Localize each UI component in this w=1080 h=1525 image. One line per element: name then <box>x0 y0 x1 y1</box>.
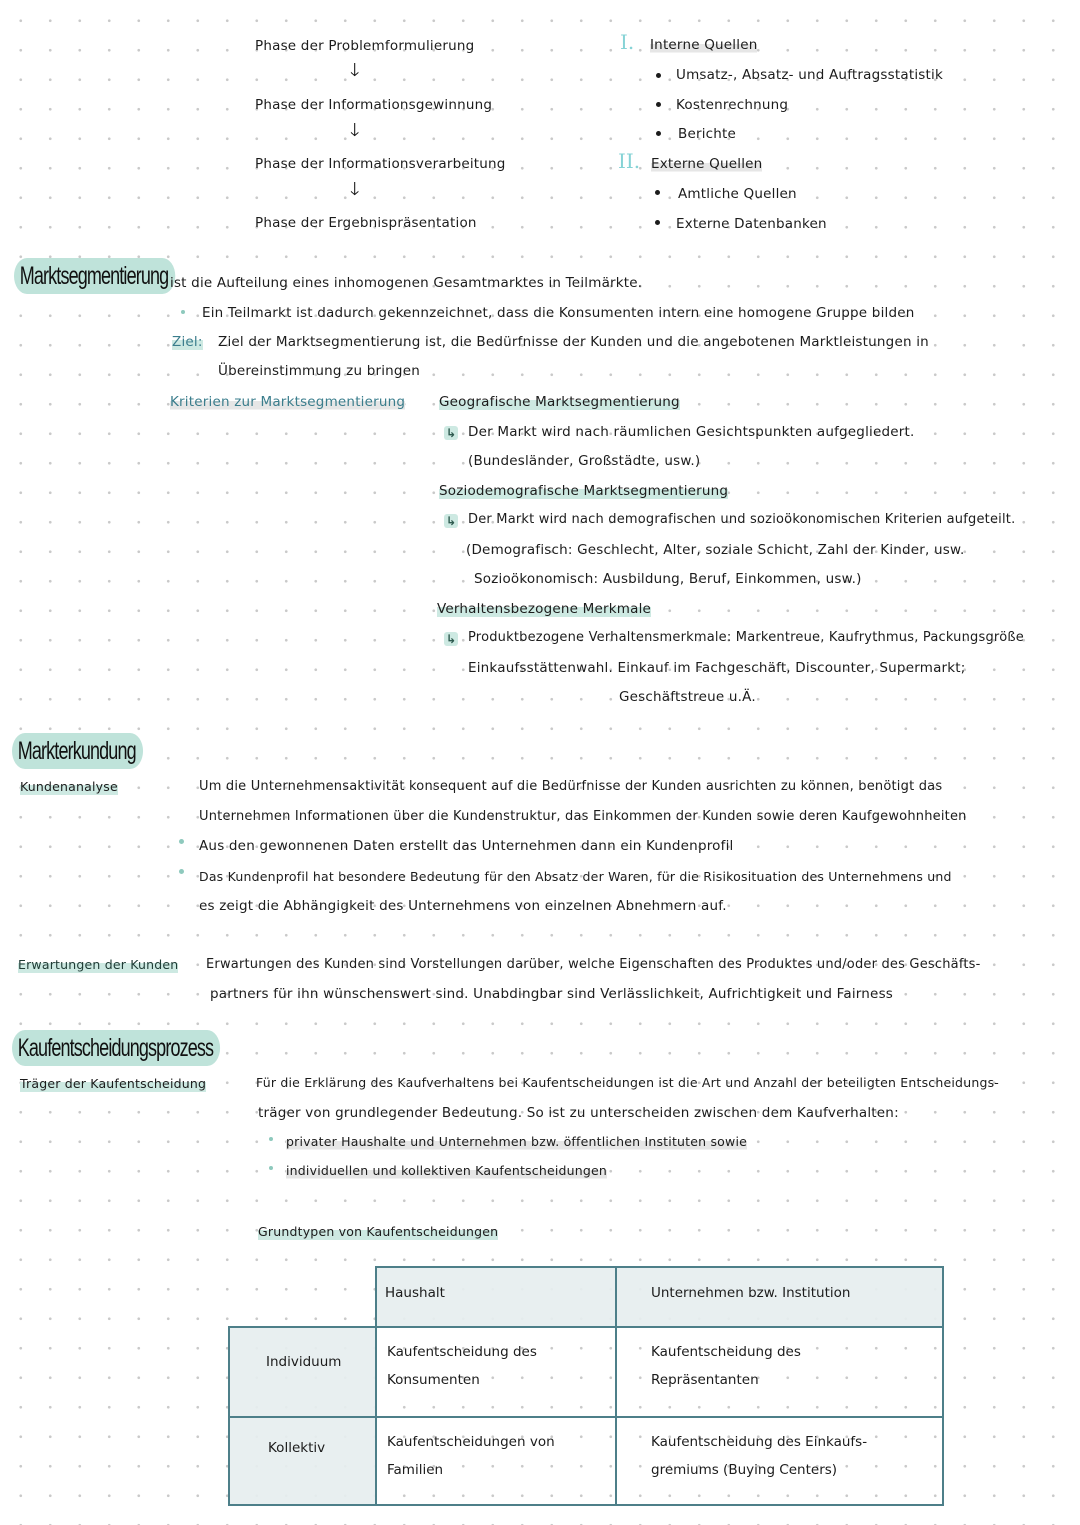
criterion-line: Sozioökonomisch: Ausbildung, Beruf, Einkommen, usw.) <box>474 571 862 587</box>
bullet-bedeutung-line-2: es zeigt die Abhängigkeit des Unternehmens von einzelnen Abnehmern auf. <box>199 898 727 914</box>
cell-repraesentanten: Kaufentscheidung des Repräsentanten <box>651 1344 801 1388</box>
sub-arrow-icon: ↳ <box>446 426 457 440</box>
column-header <box>375 1266 617 1328</box>
criterion-line: Produktbezogene Verhaltensmerkmale: Markentreue, Kaufrythmus, Packungsgröße <box>468 630 1024 645</box>
bullet-icon <box>655 190 660 195</box>
arrow-down-icon: 🡓 <box>350 60 360 81</box>
arrow-down-icon: 🡓 <box>350 120 360 141</box>
column-header-haushalt: Haushalt <box>385 1285 445 1301</box>
row-header <box>228 1326 377 1418</box>
criterion-line: (Demografisch: Geschlecht, Alter, soziale Schicht, Zahl der Kinder, usw. <box>466 542 965 558</box>
criterion-line: (Bundesländer, Großstädte, usw.) <box>468 453 701 469</box>
row-header-individuum: Individuum <box>266 1354 342 1370</box>
table-cell <box>615 1326 944 1418</box>
definition-text: ist die Aufteilung eines inhomogenen Gesamtmarktes in Teilmärkte. <box>170 275 643 291</box>
bullet-icon <box>269 1137 273 1141</box>
column-header <box>615 1266 944 1328</box>
bullet-icon <box>179 869 184 874</box>
external-sources-title: Externe Quellen <box>651 156 763 172</box>
criterion-title-verhalten: Verhaltensbezogene Merkmale <box>437 601 652 617</box>
roman-numeral-two: II. <box>618 149 641 173</box>
sub-arrow-icon: ↳ <box>446 514 457 528</box>
row-header-kollektiv: Kollektiv <box>268 1440 326 1456</box>
bullet-individuell-kollektiv: individuellen und kollektiven Kaufentscheidungen <box>286 1163 608 1178</box>
paragraph-line-2: träger von grundlegender Bedeutung. So ist zu unterscheiden zwischen dem Kaufverhalten: <box>258 1105 899 1121</box>
arrow-down-icon: 🡓 <box>350 179 360 200</box>
goal-line-1: Ziel der Marktsegmentierung ist, die Bedürfnisse der Kunden und die angebotenen Marktleistungen in <box>218 334 929 350</box>
internal-source-item: Berichte <box>678 126 737 142</box>
row-header <box>228 1416 377 1506</box>
bullet-icon <box>656 131 661 136</box>
erwartungen-line-2: partners für ihn wünschenswert sind. Unabdingbar sind Verlässlichkeit, Aufrichtigkeit und Fairness <box>210 986 894 1002</box>
internal-source-item: Kostenrechnung <box>676 97 789 113</box>
goal-line-2: Übereinstimmung zu bringen <box>218 363 420 379</box>
erwartungen-line-1: Erwartungen des Kunden sind Vorstellungen darüber, welche Eigenschaften des Produktes und/oder des Geschäfts- <box>206 957 981 972</box>
heading-marktsegmentierung: Marktsegmentierung <box>14 258 175 294</box>
bullet-bedeutung-line-1: Das Kundenprofil hat besondere Bedeutung für den Absatz der Waren, für die Risikosituation des Unternehmens und <box>199 869 952 884</box>
internal-source-item: Umsatz-, Absatz- und Auftragsstatistik <box>676 67 943 83</box>
phase-information: Phase der Informationsgewinnung <box>255 97 493 113</box>
phase-presentation: Phase der Ergebnispräsentation <box>255 215 477 231</box>
table-title: Grundtypen von Kaufentscheidungen <box>258 1224 499 1239</box>
cell-familien: Kaufentscheidungen von Familien <box>387 1434 555 1478</box>
bullet-icon <box>656 73 661 78</box>
bullet-icon <box>655 220 660 225</box>
criteria-label: Kriterien zur Marktsegmentierung <box>170 394 406 410</box>
column-header-unternehmen: Unternehmen bzw. Institution <box>651 1285 851 1301</box>
sublabel-kundenanalyse: Kundenanalyse <box>20 779 118 794</box>
bullet-haushalte: privater Haushalte und Unternehmen bzw. öffentlichen Instituten sowie <box>286 1134 748 1149</box>
goal-label: Ziel: <box>172 334 203 350</box>
bullet-icon <box>179 839 184 844</box>
criterion-line: Geschäftstreue u.Ä. <box>619 689 756 705</box>
table-cell <box>375 1326 617 1418</box>
sublabel-traeger: Träger der Kaufentscheidung <box>20 1076 207 1091</box>
criterion-title-geografisch: Geografische Marktsegmentierung <box>439 394 680 410</box>
internal-sources-title: Interne Quellen <box>650 37 758 53</box>
criterion-title-soziodemografisch: Soziodemografische Marktsegmentierung <box>439 483 729 499</box>
external-source-item: Amtliche Quellen <box>678 186 797 202</box>
bullet-icon <box>269 1166 273 1170</box>
table-cell <box>375 1416 617 1506</box>
teilmarkt-bullet: Ein Teilmarkt ist dadurch gekennzeichnet, dass die Konsumenten intern eine homogene Gruppe bilden <box>202 305 915 321</box>
heading-kaufentscheidungsprozess: Kaufentscheidungsprozess <box>12 1030 220 1066</box>
paragraph-line-1: Um die Unternehmensaktivität konsequent auf die Bedürfnisse der Kunden ausrichten zu können, benötigt das <box>199 779 943 794</box>
bullet-kundenprofil: Aus den gewonnenen Daten erstellt das Unternehmen dann ein Kundenprofil <box>199 838 734 854</box>
criterion-line: Der Markt wird nach räumlichen Gesichtspunkten aufgegliedert. <box>468 424 915 440</box>
roman-numeral-one: I. <box>620 30 635 54</box>
phase-problem: Phase der Problemformulierung <box>255 38 475 54</box>
cell-buying-center: Kaufentscheidung des Einkaufs-gremiums (Buying Centers) <box>651 1434 868 1478</box>
bullet-icon <box>181 310 185 314</box>
criterion-line: Der Markt wird nach demografischen und sozioökonomischen Kriterien aufgeteilt. <box>468 512 1016 527</box>
heading-markterkundung: Markterkundung <box>12 733 143 769</box>
cell-konsumenten: Kaufentscheidung des Konsumenten <box>387 1344 537 1388</box>
table-cell <box>615 1416 944 1506</box>
paragraph-line-2: Unternehmen Informationen über die Kundenstruktur, das Einkommen der Kunden sowie deren Kaufgewohnheiten <box>199 809 967 824</box>
label-erwartungen: Erwartungen der Kunden <box>18 957 179 972</box>
phase-processing: Phase der Informationsverarbeitung <box>255 156 506 172</box>
criterion-line: Einkaufsstättenwahl. Einkauf im Fachgeschäft, Discounter, Supermarkt; <box>468 660 966 676</box>
bullet-icon <box>656 102 661 107</box>
paragraph-line-1: Für die Erklärung des Kaufverhaltens bei Kaufentscheidungen ist die Art und Anzahl der beteiligten Entscheidungs- <box>256 1075 999 1090</box>
sub-arrow-icon: ↳ <box>446 632 457 646</box>
external-source-item: Externe Datenbanken <box>676 216 827 232</box>
